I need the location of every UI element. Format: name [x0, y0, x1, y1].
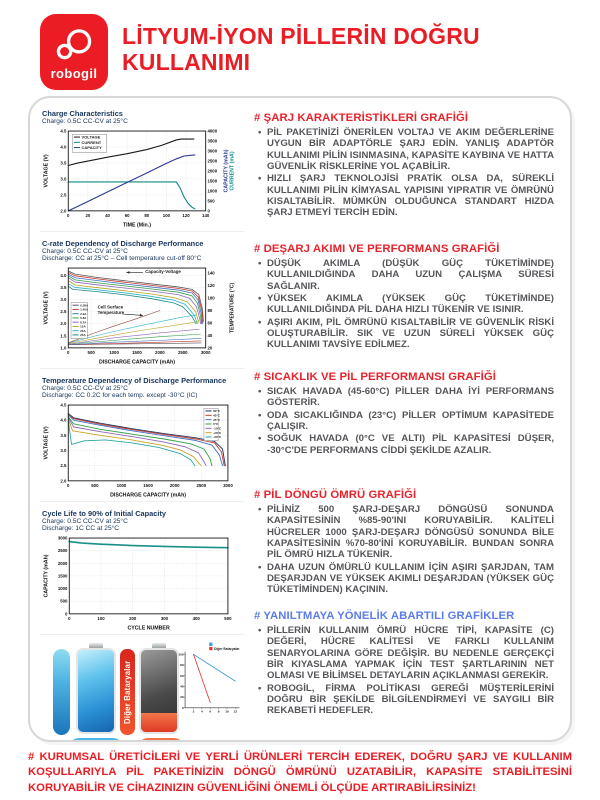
- svg-text:3000: 3000: [57, 535, 68, 541]
- svg-text:20: 20: [207, 345, 213, 351]
- svg-text:100: 100: [162, 213, 171, 219]
- svg-text:DISCHARGE CAPACITY (mAh): DISCHARGE CAPACITY (mAh): [110, 492, 187, 499]
- robogil-battery-icon: [76, 643, 116, 734]
- page-title: [122, 14, 480, 76]
- svg-text:3000: 3000: [200, 350, 211, 356]
- svg-text:120: 120: [182, 213, 190, 219]
- svg-text:0: 0: [67, 483, 70, 489]
- svg-text:Capacity-Voltage: Capacity-Voltage: [145, 268, 181, 274]
- chart-block-charge-characteristics: [40, 102, 244, 232]
- bullet-item: • SOĞUK HAVADA (0°C VE ALTI) PİL KAPASİTESİ DÜŞER, -30°C'DE PERFORMANS CİDDİ ŞEKİLDE AZALIR.: [267, 433, 554, 456]
- svg-text:45°C: 45°C: [213, 413, 221, 418]
- svg-text:3.5: 3.5: [60, 432, 67, 438]
- svg-text:Temperature: Temperature: [97, 310, 125, 316]
- svg-text:2: 2: [192, 709, 195, 714]
- section-bullets: [254, 386, 554, 456]
- svg-text:0.58A: 0.58A: [80, 303, 89, 308]
- svg-text:TEMPERATURE (°C): TEMPERATURE (°C): [229, 282, 236, 334]
- section-discharge-current: [254, 243, 554, 371]
- svg-text:120: 120: [207, 283, 215, 289]
- cycles-badge-bad: [136, 738, 186, 742]
- svg-text:2.5: 2.5: [60, 192, 67, 198]
- svg-text:CURRENT: CURRENT: [81, 139, 102, 145]
- svg-text:500: 500: [91, 483, 99, 489]
- chart-subtitle: Charge: 0.5C CC-CV at 25°C: [42, 248, 128, 256]
- chart-block-cycle-life: [40, 502, 244, 635]
- svg-text:2.0: 2.0: [60, 208, 67, 214]
- bullet-item: • AŞIRI AKIM, PİL ÖMRÜNÜ KISALTABİLİR VE GÜVENLİK RİSKİ OLUŞTURABİLİR. SIK VE UZUN SÜRELİ YÜKSEK GÜÇ KULLANIMI TAVSİYE EDİLMEZ.: [267, 317, 554, 351]
- svg-text:VOLTAGE (V): VOLTAGE (V): [43, 426, 50, 460]
- svg-text:Cell Surface: Cell Surface: [97, 304, 124, 310]
- svg-text:400: 400: [192, 616, 200, 622]
- svg-text:4000: 4000: [207, 128, 218, 134]
- svg-text:1.45A: 1.45A: [80, 307, 89, 312]
- page-title-line1: LİTYUM-İYON PİLLERİN DOĞRU: [122, 23, 480, 49]
- chart-title: Cycle Life to 90% of Initial Capacity: [42, 509, 167, 519]
- svg-text:0: 0: [207, 208, 210, 214]
- charge-characteristics-plot: [42, 127, 236, 228]
- bullet-item: • HIZLI ŞARJ TEKNOLOJİSİ PRATİK OLSA DA, SÜREKLİ KULLANIMI PİLİN KİMYASAL YAPISINI YIPRATIR VE ÖMRÜNÜ KISALTABİLİR. MÜMKÜN OLDUĞUNCA STANDART HIZDA ŞARJ ETMEYİ TERCİH EDİN.: [267, 173, 554, 218]
- section-misleading-graphs: [254, 610, 554, 717]
- svg-text:10: 10: [225, 709, 229, 714]
- svg-text:-30°C: -30°C: [213, 435, 222, 440]
- svg-text:DISCHARGE CAPACITY (mAh): DISCHARGE CAPACITY (mAh): [99, 359, 175, 366]
- cycles-badge-good: [67, 738, 125, 742]
- page-header: [40, 14, 480, 90]
- section-bullets: [254, 127, 554, 219]
- svg-text:1500: 1500: [207, 178, 218, 184]
- svg-text:0°C: 0°C: [213, 422, 219, 427]
- svg-text:25°C: 25°C: [213, 417, 221, 422]
- section-heading: # DEŞARJ AKIMI VE PERFORMANS GRAFİĞİ: [254, 243, 500, 255]
- content-card: [28, 96, 572, 742]
- svg-text:2000: 2000: [155, 350, 165, 356]
- svg-text:0: 0: [67, 350, 70, 356]
- chart-subtitle: Charge: 0.5C CC-CV at 25°C: [42, 118, 128, 125]
- svg-text:80: 80: [144, 213, 150, 219]
- svg-text:Diğer Bataryalar: Diğer Bataryalar: [214, 647, 240, 652]
- svg-text:CURRENT (mA): CURRENT (mA): [229, 151, 236, 191]
- section-bullets: [254, 504, 554, 596]
- svg-text:12: 12: [233, 709, 238, 714]
- svg-text:100: 100: [178, 652, 184, 657]
- svg-text:15A: 15A: [80, 324, 86, 329]
- battery-comparison-plot: [176, 641, 242, 717]
- svg-text:2500: 2500: [177, 350, 188, 356]
- chart-title: Charge Characteristics: [42, 109, 123, 118]
- svg-text:500: 500: [87, 350, 95, 356]
- svg-text:2.0: 2.0: [60, 478, 67, 484]
- page-title-line2: KULLANIMI: [122, 48, 251, 75]
- other-battery-icon: [139, 643, 179, 734]
- battery-body: [139, 648, 179, 734]
- svg-text:2500: 2500: [207, 158, 218, 164]
- svg-text:60: 60: [180, 673, 184, 678]
- svg-text:1000: 1000: [57, 586, 68, 592]
- svg-text:2500: 2500: [196, 483, 207, 489]
- svg-text:4: 4: [200, 709, 203, 714]
- svg-text:1000: 1000: [207, 188, 218, 194]
- svg-text:500: 500: [60, 598, 68, 604]
- svg-text:40: 40: [105, 213, 110, 219]
- svg-text:100: 100: [97, 616, 105, 622]
- section-heading: # PİL DÖNGÜ ÖMRÜ GRAFİĞİ: [254, 489, 417, 501]
- svg-text:6: 6: [209, 709, 212, 714]
- svg-text:1.5: 1.5: [60, 333, 67, 339]
- bullet-item: • DAHA UZUN ÖMÜRLÜ KULLANIM İÇİN AŞIRI ŞARJDAN, TAM DEŞARJDAN VE YÜKSEK AKIMLI DEŞARJDAN (YÜKSEK GÜÇ TÜKETİMİNDEN) KAÇININ.: [267, 562, 554, 596]
- svg-text:CAPACITY (mAh): CAPACITY (mAh): [43, 554, 50, 598]
- section-heading: # ŞARJ KARAKTERİSTİKLERİ GRAFİĞİ: [254, 112, 469, 124]
- battery-bar-icon: [53, 649, 70, 735]
- svg-text:CAPACITY (mAh): CAPACITY (mAh): [223, 149, 230, 193]
- svg-text:200: 200: [129, 616, 137, 622]
- svg-text:3000: 3000: [223, 483, 233, 489]
- battery-comparison-graphic: [40, 637, 244, 742]
- svg-text:0: 0: [65, 611, 68, 617]
- svg-text:3000: 3000: [207, 148, 218, 154]
- svg-text:500: 500: [224, 616, 232, 622]
- svg-text:2.0: 2.0: [60, 321, 67, 327]
- cycle-life-plot: [42, 534, 236, 631]
- svg-text:80: 80: [207, 307, 213, 313]
- svg-text:0: 0: [68, 616, 71, 622]
- svg-text:1500: 1500: [57, 573, 68, 579]
- section-temperature-performance: [254, 371, 554, 489]
- battery-body: [76, 648, 116, 734]
- svg-text:1000: 1000: [116, 483, 127, 489]
- svg-text:8.7A: 8.7A: [80, 320, 87, 325]
- svg-text:TIME (Min.): TIME (Min.): [122, 222, 151, 229]
- bullet-item: • ROBOGİL, FİRMA POLİTİKASI GEREĞİ MÜŞTERİLERİNİ DOĞRU BİR ŞEKİLDE BİLGİLENDİRMEYİ VE SAYGILI BİR REKABETİ HEDEFLER.: [267, 683, 554, 717]
- svg-text:100: 100: [207, 295, 215, 301]
- svg-text:VOLTAGE: VOLTAGE: [81, 134, 101, 140]
- svg-text:300: 300: [160, 616, 169, 622]
- bullet-item: • PİLLERİN KULLANIM ÖMRÜ HÜCRE TİPİ, KAPASİTE (C) DEĞERİ, HÜCRE KALİTESİ VE FARKLI KULLANIM SENARYOLARINA GÖRE DEĞİŞİR. BU NEDENLE GERÇEKÇİ BİR KIYASLAMA YAPMAK İÇİN TEST ŞARTLARININ NET OLMASI VE BİLİMSEL DETAYLARIN AÇIKLANMASI GEREKİR.: [267, 625, 554, 682]
- svg-text:40: 40: [180, 684, 184, 689]
- svg-text:2000: 2000: [169, 483, 180, 489]
- svg-text:4.0: 4.0: [60, 417, 67, 423]
- svg-text:VOLTAGE (V): VOLTAGE (V): [43, 154, 50, 188]
- bullet-item: • YÜKSEK AKIMLA (YÜKSEK GÜÇ TÜKETİMİNDE) KULLANILDIĞINDA PİL DAHA HIZLI TÜKENİR VE ISINIR.: [267, 293, 554, 316]
- text-column: [244, 98, 570, 740]
- bullet-item: • PİL PAKETİNİZİ ÖNERİLEN VOLTAJ VE AKIM DEĞERLERİNE UYGUN BİR ADAPTÖRLE ŞARJ EDİN. YANLIŞ ADAPTÖR KULLANIMI PİLİN ISINMASINA, KAPASİTE KAYBINA VE HATTA GÜVENLİK RİSKLERİNE YOL AÇABİLİR.: [267, 127, 554, 172]
- svg-text:2.5: 2.5: [60, 309, 67, 315]
- chart-subtitle: Discharge: CC at 25°C – Cell temperature cut-off 80°C: [42, 255, 202, 263]
- temperature-discharge-plot: [42, 401, 236, 498]
- svg-text:-10°C: -10°C: [213, 426, 222, 431]
- svg-text:2000: 2000: [57, 560, 68, 566]
- other-batteries-banner: Diğer Bataryalar: [120, 649, 135, 735]
- robogil-circles-icon: [49, 24, 99, 66]
- bullet-item: • DÜŞÜK AKIMLA (DÜŞÜK GÜÇ TÜKETİMİNDE) KULLANILDIĞINDA DAHA UZUN ÇALIŞMA SÜRESİ SAĞLANIR.: [267, 258, 554, 292]
- svg-text:4.5: 4.5: [60, 128, 67, 134]
- svg-text:20: 20: [85, 213, 91, 219]
- svg-text:1.0: 1.0: [60, 345, 67, 351]
- svg-text:500: 500: [207, 198, 215, 204]
- svg-text:3.5: 3.5: [60, 160, 67, 166]
- svg-text:3500: 3500: [207, 138, 218, 144]
- svg-text:3.0: 3.0: [60, 297, 67, 303]
- battery-low-fill: [141, 713, 177, 732]
- svg-text:VOLTAGE (V): VOLTAGE (V): [43, 291, 50, 325]
- svg-text:8: 8: [217, 709, 220, 714]
- charts-column: [30, 98, 244, 740]
- svg-text:4.0: 4.0: [60, 272, 67, 278]
- bullet-item: • ODA SICAKLIĞINDA (23°C) PİLLER OPTİMUM KAPASİTEDE ÇALIŞIR.: [267, 410, 554, 433]
- svg-text:25A: 25A: [80, 333, 86, 338]
- svg-text:1000: 1000: [109, 350, 119, 356]
- svg-text:2000: 2000: [207, 168, 218, 174]
- svg-text:60: 60: [207, 320, 213, 326]
- bullet-item: • PİLİNİZ 500 ŞARJ-DEŞARJ DÖNGÜSÜ SONUNDA KAPASİTESİNİN %85-90'INI KORUYABİLİR. KALİTELİ HÜCRELER 1000 ŞARJ-DEŞARJ DÖNGÜSÜ SONUNDA BİLE KAPASİTESİNİN %70-80'İNİ KORUYABİLİR. BUNDAN SONRA PİL ÖMRÜ HIZLA TÜKENİR.: [267, 504, 554, 561]
- section-bullets: [254, 258, 554, 351]
- svg-text:4.0: 4.0: [60, 144, 67, 150]
- svg-text:1500: 1500: [132, 350, 142, 356]
- chart-subtitle: Discharge: CC 0.2C for each temp. except -30°C (IC): [42, 392, 198, 400]
- svg-text:80: 80: [180, 663, 184, 668]
- svg-text:CYCLE NUMBER: CYCLE NUMBER: [127, 625, 170, 632]
- svg-text:140: 140: [202, 213, 210, 219]
- chart-subtitle: Charge: 0.5C CC-CV at 25°C: [42, 518, 128, 526]
- chart-block-crate-discharge: [40, 232, 244, 369]
- svg-text:-20°C: -20°C: [213, 430, 222, 435]
- section-cycle-life: [254, 489, 554, 610]
- svg-text:0: 0: [67, 213, 70, 219]
- chart-block-temperature-discharge: [40, 369, 244, 502]
- section-heading: # YANILTMAYA YÖNELİK ABARTILI GRAFİKLER: [254, 610, 515, 622]
- logo-text: robogil: [50, 65, 98, 81]
- svg-text:20: 20: [180, 695, 184, 700]
- svg-text:2.5: 2.5: [60, 463, 67, 469]
- svg-text:60: 60: [124, 213, 130, 219]
- svg-text:60°C: 60°C: [213, 409, 221, 414]
- footer-note: # KURUMSAL ÜRETİCİLERİ VE YERLİ ÜRÜNLERİ TERCİH EDEREK, DOĞRU ŞARJ VE KULLANIM KOŞULLARIYLA PİL PAKETİNİZİN DÖNGÜ ÖMRÜNÜ UZATABİLİR, KAPASİTE STABİLİTESİNİ KORUYABİLİR VE CİHAZINIZIN GÜVENLİĞİNİ ÖNEMLİ ÖLÇÜDE ARTIRABİLİRSİNİZ!: [28, 751, 572, 794]
- section-bullets: [254, 625, 554, 717]
- svg-text:0: 0: [181, 705, 184, 710]
- svg-text:40: 40: [207, 332, 213, 338]
- section-charge-characteristics: [254, 112, 554, 243]
- svg-text:2.9A: 2.9A: [80, 311, 87, 316]
- svg-text:3.0: 3.0: [60, 176, 67, 182]
- svg-text:140: 140: [207, 270, 215, 276]
- svg-text:20A: 20A: [80, 328, 86, 333]
- svg-text:CAPACITY: CAPACITY: [81, 145, 102, 151]
- svg-text:2500: 2500: [57, 548, 68, 554]
- svg-text:3.0: 3.0: [60, 448, 67, 454]
- bullet-item: • SICAK HAVADA (45-60°C) PİLLER DAHA İYİ PERFORMANS GÖSTERİR.: [267, 386, 554, 409]
- chart-subtitle: Discharge: 1C CC at 25°C: [42, 525, 120, 533]
- svg-text:3.5: 3.5: [60, 284, 67, 290]
- chart-title: Temperature Dependency of Discharge Performance: [42, 376, 227, 386]
- svg-text:5.8A: 5.8A: [80, 316, 87, 321]
- section-heading: # SICAKLIK VE PİL PERFORMANSI GRAFİĞİ: [254, 371, 497, 383]
- chart-subtitle: Charge: 0.5C CC-CV at 25°C: [42, 385, 128, 393]
- crate-discharge-plot: [42, 264, 236, 365]
- robogil-logo: [40, 14, 108, 90]
- chart-title: C-rate Dependency of Discharge Performance: [42, 239, 204, 249]
- svg-text:1500: 1500: [143, 483, 153, 489]
- svg-text:4.5: 4.5: [60, 402, 67, 408]
